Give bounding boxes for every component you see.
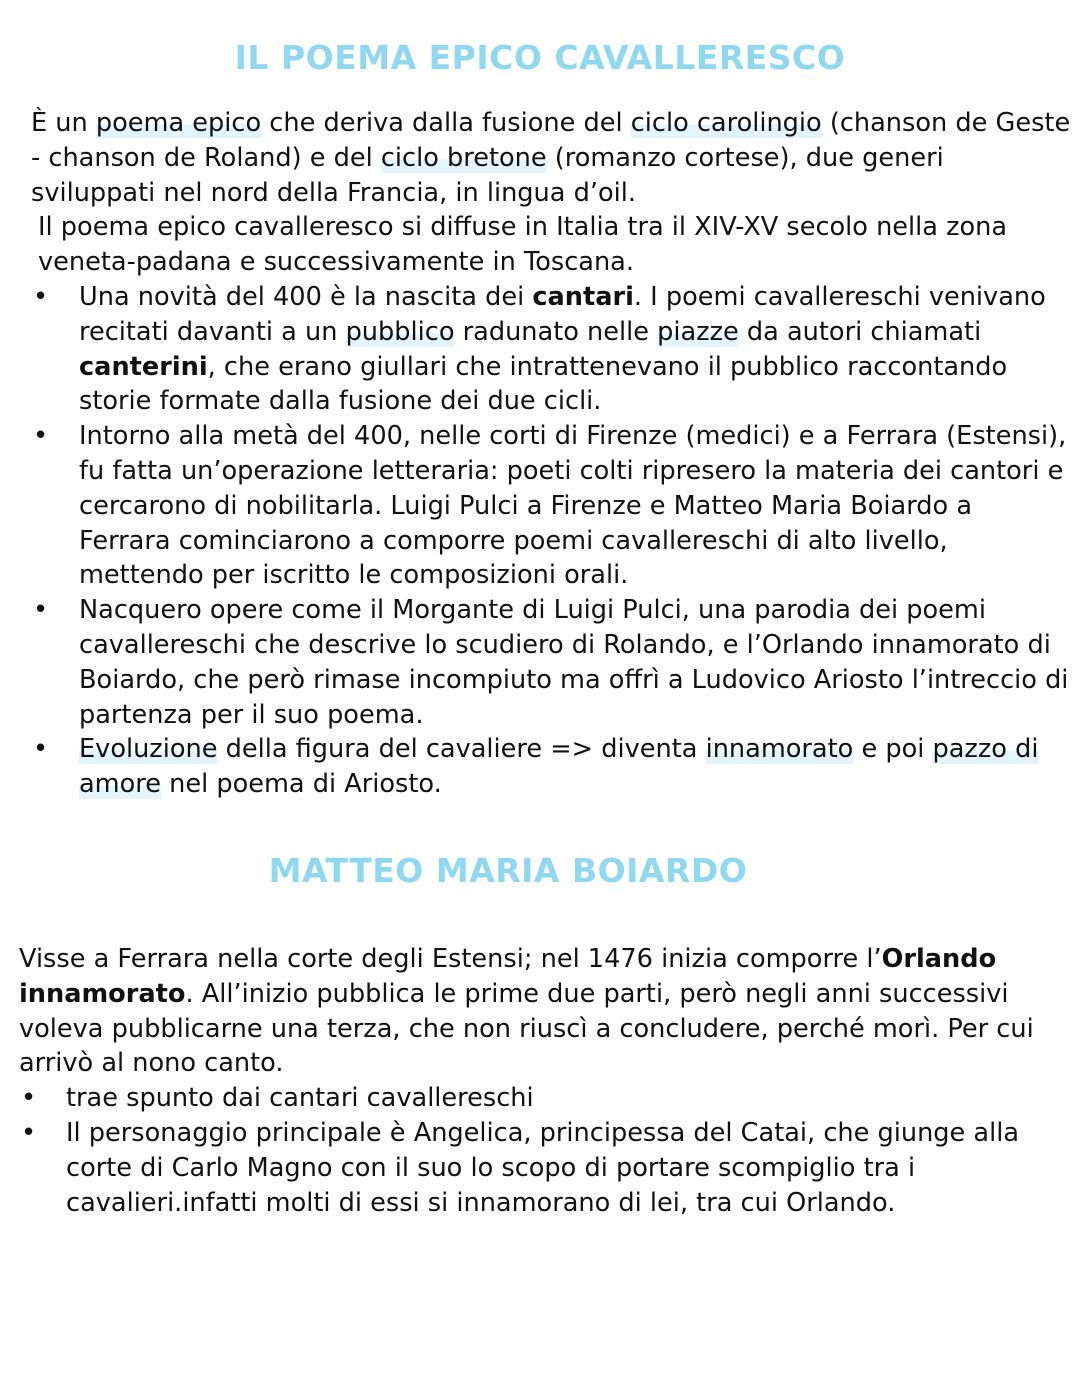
bold-term: canterini (79, 351, 208, 382)
diffusion-paragraph: Il poema epico cavalleresco si diffuse in Italia tra il XIV-XV secolo nella zona veneta-padana e successivamente in Toscana. (38, 212, 1008, 278)
highlighted-term: pubblico (345, 316, 455, 347)
text-run: Nacquero opere come il Morgante di Luigi Pulci, una parodia dei poemi cavallereschi che descrive lo scudiero di Rolando, e l’Orlando innamorato di Boiardo, che però rimase incompiuto ma offrì a Ludovico Ariosto l’intreccio di partenza per il suo poema. (79, 595, 1069, 730)
text-run: Visse a Ferrara nella corte degli Estensi; nel 1476 inizia comporre l’ (19, 944, 882, 974)
bullet-icon: • (33, 734, 49, 765)
list-item (31, 280, 1071, 419)
bullet-icon: • (21, 1117, 37, 1148)
highlighted-term: pazzo di amore (79, 734, 1039, 800)
section-poema-epico (31, 106, 1071, 802)
highlighted-term: piazze (657, 316, 739, 347)
bullet-icon: • (33, 281, 49, 312)
list-item (31, 593, 1071, 732)
text-run: della figura del cavaliere => diventa (217, 734, 706, 765)
section-boiardo (19, 942, 1071, 1220)
text-run: . All’inizio pubblica le prime due parti, però negli anni successivi voleva pubblicarne una terza, che non riuscì a concludere, perché morì. Per cui arrivò al nono canto. (19, 978, 1034, 1079)
bold-term: Orlando innamorato (19, 944, 997, 1009)
list-item (31, 732, 1071, 802)
bullet-list (19, 1081, 1071, 1220)
list-item (19, 1081, 1071, 1116)
text-run: , che erano giullari che intrattenevano il pubblico raccontando storie formate dalla fusione dei due cicli. (79, 351, 1008, 417)
text-run: e poi (853, 734, 933, 765)
bullet-icon: • (33, 595, 49, 626)
text-run: È un (31, 108, 96, 138)
bullet-list (31, 280, 1071, 802)
bullet-icon: • (33, 421, 49, 452)
text-run: Intorno alla metà del 400, nelle corti di Firenze (medici) e a Ferrara (Estensi), fu fatta un’operazione letteraria: poeti colti ripresero la materia dei cantori e cercarono di nobilitarla. Luigi Pulci a Firenze e Matteo Maria Boiardo a Ferrara cominciarono a comporre poemi cavallereschi di alto livello, mettendo per iscritto le composizioni orali. (79, 421, 1067, 591)
intro-paragraph (31, 106, 1071, 210)
highlighted-term: ciclo bretone (380, 142, 547, 173)
text-run: Una novità del 400 è la nascita dei (79, 281, 533, 312)
highlighted-term: innamorato (705, 734, 854, 765)
text-run: nel poema di Ariosto. (160, 769, 442, 800)
text-run: trae spunto dai cantari cavallereschi (66, 1083, 534, 1114)
bullet-icon: • (21, 1083, 37, 1114)
highlighted-term: poema epico (95, 108, 262, 138)
text-run: radunato nelle (454, 316, 658, 347)
section-title: IL POEMA EPICO CAVALLERESCO (234, 38, 846, 77)
intro-paragraph (19, 942, 1071, 1081)
list-item (31, 419, 1071, 593)
highlighted-term: ciclo carolingio (630, 108, 822, 138)
section-title: MATTEO MARIA BOIARDO (268, 851, 748, 890)
bold-term: cantari (532, 281, 634, 312)
text-run: (chanson de Geste - chanson de Roland) e del (31, 108, 1071, 173)
text-run: da autori chiamati (738, 316, 982, 347)
highlighted-term: Evoluzione (79, 734, 218, 765)
text-run: . I poemi cavallereschi venivano recitati davanti a un (79, 281, 1046, 347)
text-run: Il personaggio principale è Angelica, principessa del Catai, che giunge alla corte di Carlo Magno con il suo lo scopo di portare scompiglio tra i cavalieri.infatti molti di essi si innamorano di lei, tra cui Orlando. (66, 1117, 1020, 1218)
list-item (19, 1116, 1071, 1220)
text-run: (romanzo cortese), due generi sviluppati nel nord della Francia, in lingua d’oil. (31, 142, 944, 208)
text-run: che deriva dalla fusione del (261, 108, 631, 138)
